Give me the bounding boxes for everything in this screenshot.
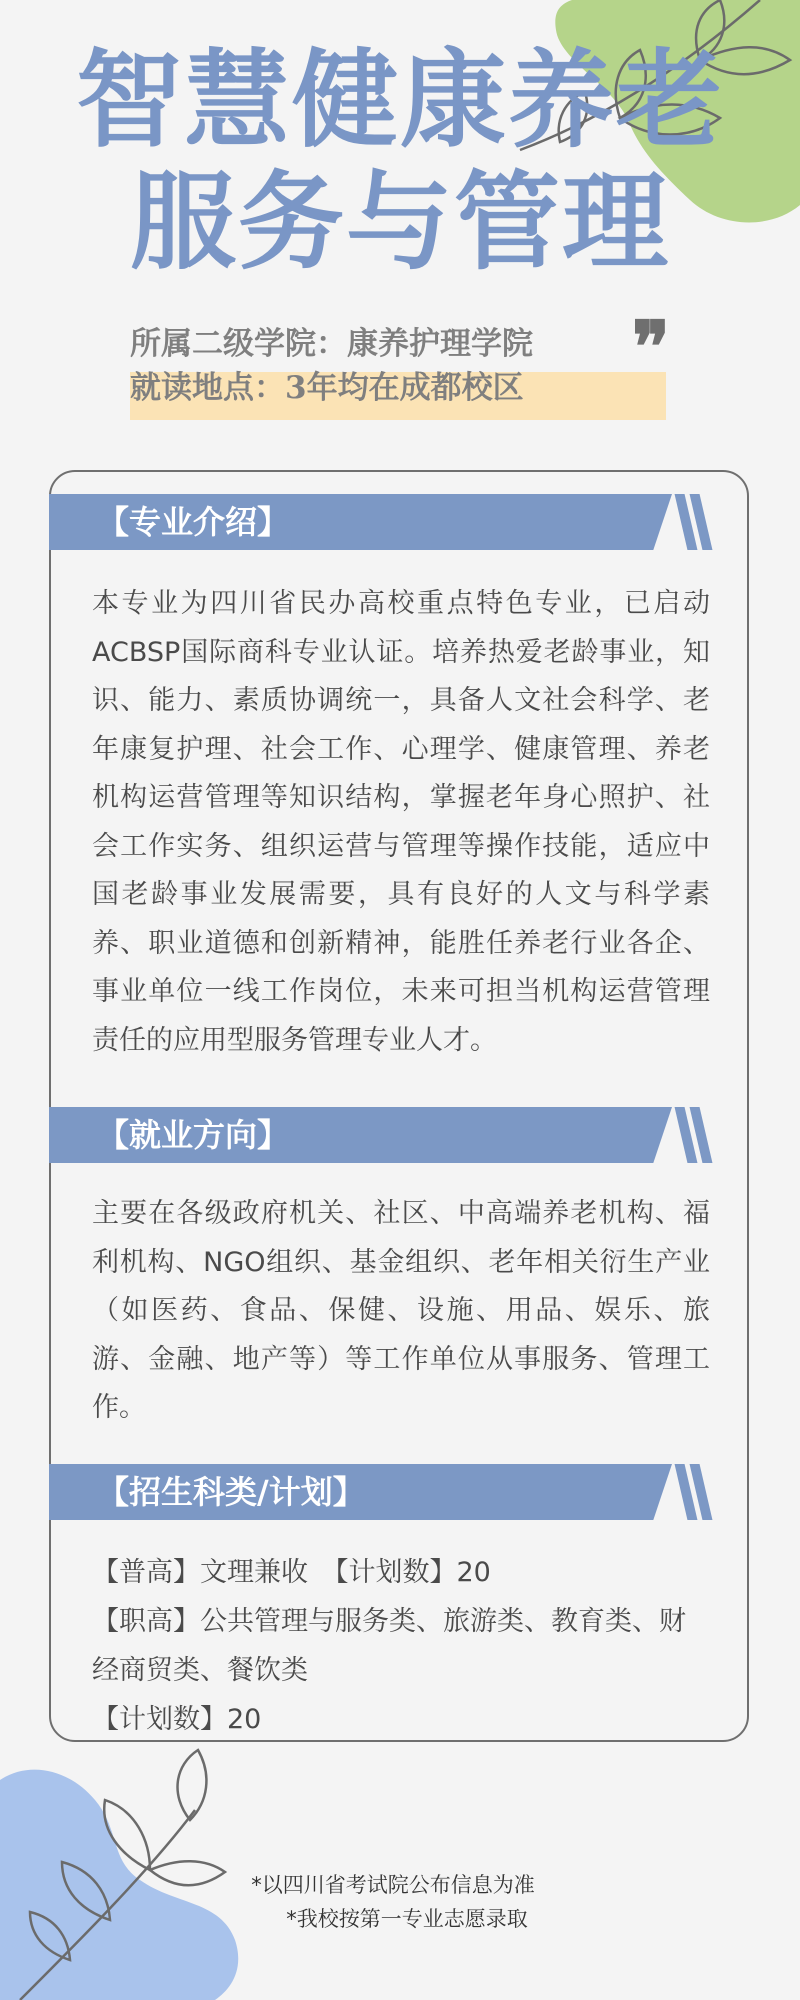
section-banner-career xyxy=(49,1107,699,1163)
section-title-enroll: 【招生科类/计划】 xyxy=(97,1473,365,1511)
career-text: 主要在各级政府机关、社区、中高端养老机构、福利机构、NGO组织、基金组织、老年相关衍生产业（如医药、食品、保健、设施、用品、娱乐、旅游、金融、地产等）等工作单位从事服务、管理工作。 xyxy=(92,1198,710,1423)
quote-mark-icon: ❞ xyxy=(632,305,670,388)
intro-text: 本专业为四川省民办高校重点特色专业，已启动ACBSP国际商科专业认证。培养热爱老龄事业，知识、能力、素质协调统一，具备人文社会科学、老年康复护理、社会工作、心理学、健康管理、养老机构运营管理等知识结构，掌握老年身心照护、社会工作实务、组织运营与管理等操作技能，适应中国老龄事业发展需要，具有良好的人文与科学素养、职业道德和创新精神，能胜任养老行业各企、事业单位一线工作岗位，未来可担当机构运营管理责任的应用型服务管理专业人才。 xyxy=(92,588,710,1056)
footnote-exam-authority: *以四川省考试院公布信息为准 xyxy=(251,1873,535,1897)
section-banner-enroll xyxy=(49,1464,699,1520)
enroll-line-general: 【普高】文理兼收 【计划数】20 xyxy=(92,1557,491,1588)
enroll-line-vocational: 【职高】公共管理与服务类、旅游类、教育类、财经商贸类、餐饮类 xyxy=(92,1606,686,1686)
page-title-line-2: 服务与管理 xyxy=(130,159,670,284)
location-info: 就读地点：3年均在成都校区 xyxy=(130,370,524,406)
section-banner-intro xyxy=(49,494,699,550)
section-title-career: 【就业方向】 xyxy=(97,1116,290,1154)
page-title-line-1: 智慧健康养老 xyxy=(76,37,724,162)
section-title-intro: 【专业介绍】 xyxy=(97,503,290,541)
leaf-1 xyxy=(178,1750,207,1820)
college-info: 所属二级学院：康养护理学院 xyxy=(130,326,533,362)
enroll-text xyxy=(92,1548,710,1744)
footnote-first-choice: *我校按第一专业志愿录取 xyxy=(286,1907,528,1931)
enroll-line-plan: 【计划数】20 xyxy=(92,1704,262,1735)
